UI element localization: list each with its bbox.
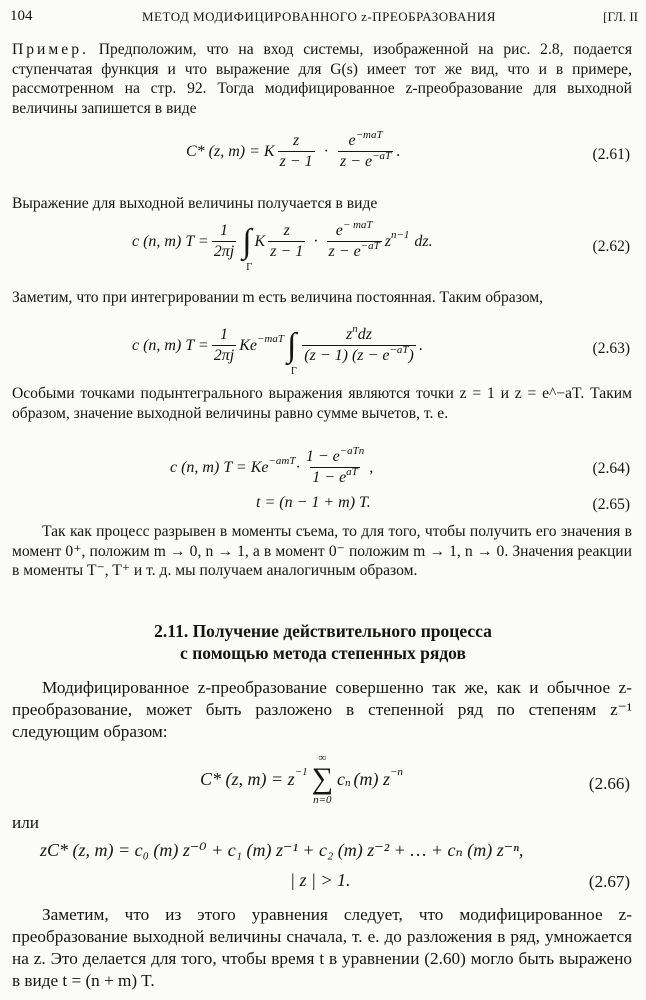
or-word: или [12,813,39,832]
equation-number: (2.64) [592,460,630,477]
equation-2-64: c (n, m) T = Ke −amT · $\frac{1 - e^{-aTn}}{1 - e^{aT}}$ , (2.64) [170,445,630,486]
paragraph-discontinuity: Так как процесс разрывен в моменты съема, то для того, чтобы получить его значения в момент 0⁺, положим m → 0, n → 1, а в момент 0⁻ положим m → 1, n → 0. Значения реакции в моменты T⁻, T⁺ и т. д. мы получаем аналогичным образом. [12,523,632,579]
paragraph-multiplication: Заметим, что из этого уравнения следует, что модифицированное z-преобразование выходной величины сначала, т. е. до разложения в ряд, умножается на z. Это делается для того, чтобы время t в уравнении (2.60) могло быть выражено в виде t = (n + m) T. [12,905,632,990]
paragraph-constant: Заметим, что при интегрировании m есть величина постоянная. Таким образом, [12,289,544,306]
eq-lhs: C* (z, m) = K [186,142,275,160]
chapter-label: [ГЛ. II [603,9,638,24]
fraction: $\frac{e^{-maT}}{z - e^{-aT}}$ [339,129,392,170]
section-title-line2: с помощью метода степенных рядов [180,643,466,663]
equation-number: (2.61) [592,146,630,163]
equation-number: (2.67) [588,872,630,891]
equation-number: (2.63) [592,340,630,357]
equation-2-63: c (n, m) T = $\frac{1}{2\pi j}$ Ke −maT ∫ Γ $\frac{z^ndz}{(z - 1) (z - e^{-aT})}$ . (2.63) [132,323,630,377]
paragraph-singular-points: Особыми точками подынтегрального выражения являются точки z = 1 и z = e^−aT. Таким образом, значение выходной величины равно сумме вычетов, т. е. [12,385,632,422]
section-heading [0,620,646,664]
example-lead: Пример. [12,41,89,58]
paragraph-power-series: Модифицированное z-преобразование совершенно так же, как и обычное z-преобразование, может быть разложено в степенной ряд по степеням z⁻¹ следующим образом: [12,678,632,741]
example-text: Предположим, что на вход системы, изображенной на рис. 2.8, подается ступенчатая функция и что выражение для G(s) имеет тот же вид, что и в примере, рассмотренном на стр. 92. Тогда модифицированное z-преобразование для выходной величины запишется в виде [12,41,632,117]
page-number: 104 [10,8,33,24]
equation-2-62: c (n, m) T = $\frac{1}{2\pi j}$ ∫ Γ K $\frac{z}{z - 1}$ · $\frac{e^{- maT}}{z - e^{-aT}}$ z n−1 dz. (2.62) [132,219,630,273]
fraction: $\frac{z}{z - 1}$ [279,132,313,170]
paragraph-output: Выражение для выходной величины получается в виде [12,195,378,212]
sum-sign: ∞ ∑ n=0 [311,752,333,806]
equation-number: (2.66) [588,774,630,793]
equation-2-61: C* (z, m) = K $\frac{z}{z - 1}$ · $\frac{e^{-maT}}{z - e^{-aT}}$ . (2.61) [186,129,630,170]
page-header [10,8,638,32]
equation-2-65: t = (n − 1 + m) T. (2.65) [256,494,630,513]
running-title: МЕТОД МОДИФИЦИРОВАННОГО z-ПРЕОБРАЗОВАНИЯ [142,9,496,24]
section-title-line1: 2.11. Получение действительного процесса [154,621,492,641]
equation-2-67: zC* (z, m) = c₀ (m) z⁻⁰ + c₁ (m) z⁻¹ + c₂ (m) z⁻² + … + cₙ (m) z⁻ⁿ, | z | > 1. (2.67) [40,840,630,891]
integral-sign: ∫ Γ [242,222,252,273]
integral-sign: ∫ Γ [286,326,297,377]
equation-2-66: C* (z, m) = z −1 ∞ ∑ n=0 c n (m) z −n (2.66) [200,752,630,806]
paragraph-example [12,40,632,118]
equation-number: (2.62) [592,238,630,255]
equation-number: (2.65) [592,496,630,513]
